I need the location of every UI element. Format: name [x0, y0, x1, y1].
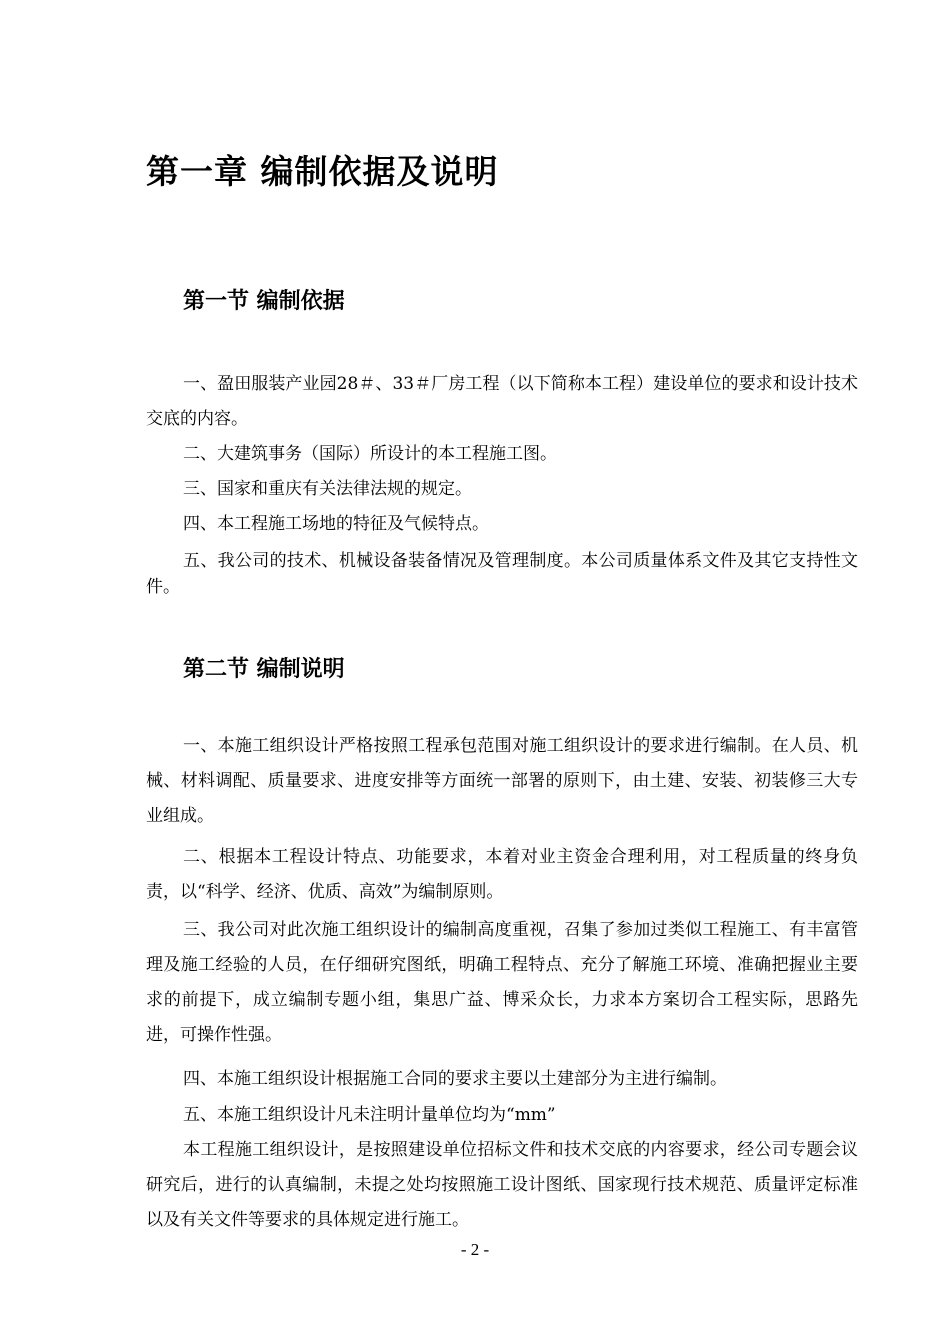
basis-item-5: 五、我公司的技术、机械设备装备情况及管理制度。本公司质量体系文件及其它支持性文件。 — [146, 551, 858, 597]
basis-item-1: 一、盈田服装产业园28＃、33＃厂房工程（以下简称本工程）建设单位的要求和设计技术交底的内容。 — [146, 374, 858, 429]
section-title-basis: 第一节 编制依据 — [183, 289, 345, 314]
explanation-summary: 本工程施工组织设计，是按照建设单位招标文件和技术交底的内容要求，经公司专题会议研究后，进行的认真编制，未提之处均按照施工设计图纸、国家现行技术规范、质量评定标准以及有关文件等要求的具体规定进行施工。 — [146, 1140, 858, 1230]
explanation-item-1: 一、本施工组织设计严格按照工程承包范围对施工组织设计的要求进行编制。在人员、机械、材料调配、质量要求、进度安排等方面统一部署的原则下，由土建、安装、初装修三大专业组成。 — [146, 736, 858, 826]
explanation-item-3: 三、我公司对此次施工组织设计的编制高度重视，召集了参加过类似工程施工、有丰富管理及施工经验的人员，在仔细研究图纸，明确工程特点、充分了解施工环境、准确把握业主要求的前提下，成立编制专题小组，集思广益、博采众长，力求本方案切合工程实际，思路先进，可操作性强。 — [146, 920, 858, 1045]
chapter-title: 第一章 编制依据及说明 — [146, 152, 499, 191]
page-number: - 2 - — [460, 1240, 490, 1259]
explanation-item-2: 二、根据本工程设计特点、功能要求，本着对业主资金合理利用，对工程质量的终身负责，以“科学、经济、优质、高效”为编制原则。 — [146, 847, 858, 902]
section-title-explanation: 第二节 编制说明 — [183, 657, 345, 682]
basis-item-3: 三、国家和重庆有关法律法规的规定。 — [183, 479, 472, 499]
basis-item-4: 四、本工程施工场地的特征及气候特点。 — [183, 514, 489, 534]
explanation-item-4: 四、本施工组织设计根据施工合同的要求主要以土建部分为主进行编制。 — [183, 1069, 727, 1089]
basis-item-2: 二、大建筑事务（国际）所设计的本工程施工图。 — [183, 444, 557, 464]
explanation-item-5: 五、本施工组织设计凡未注明计量单位均为“mm” — [183, 1105, 556, 1125]
